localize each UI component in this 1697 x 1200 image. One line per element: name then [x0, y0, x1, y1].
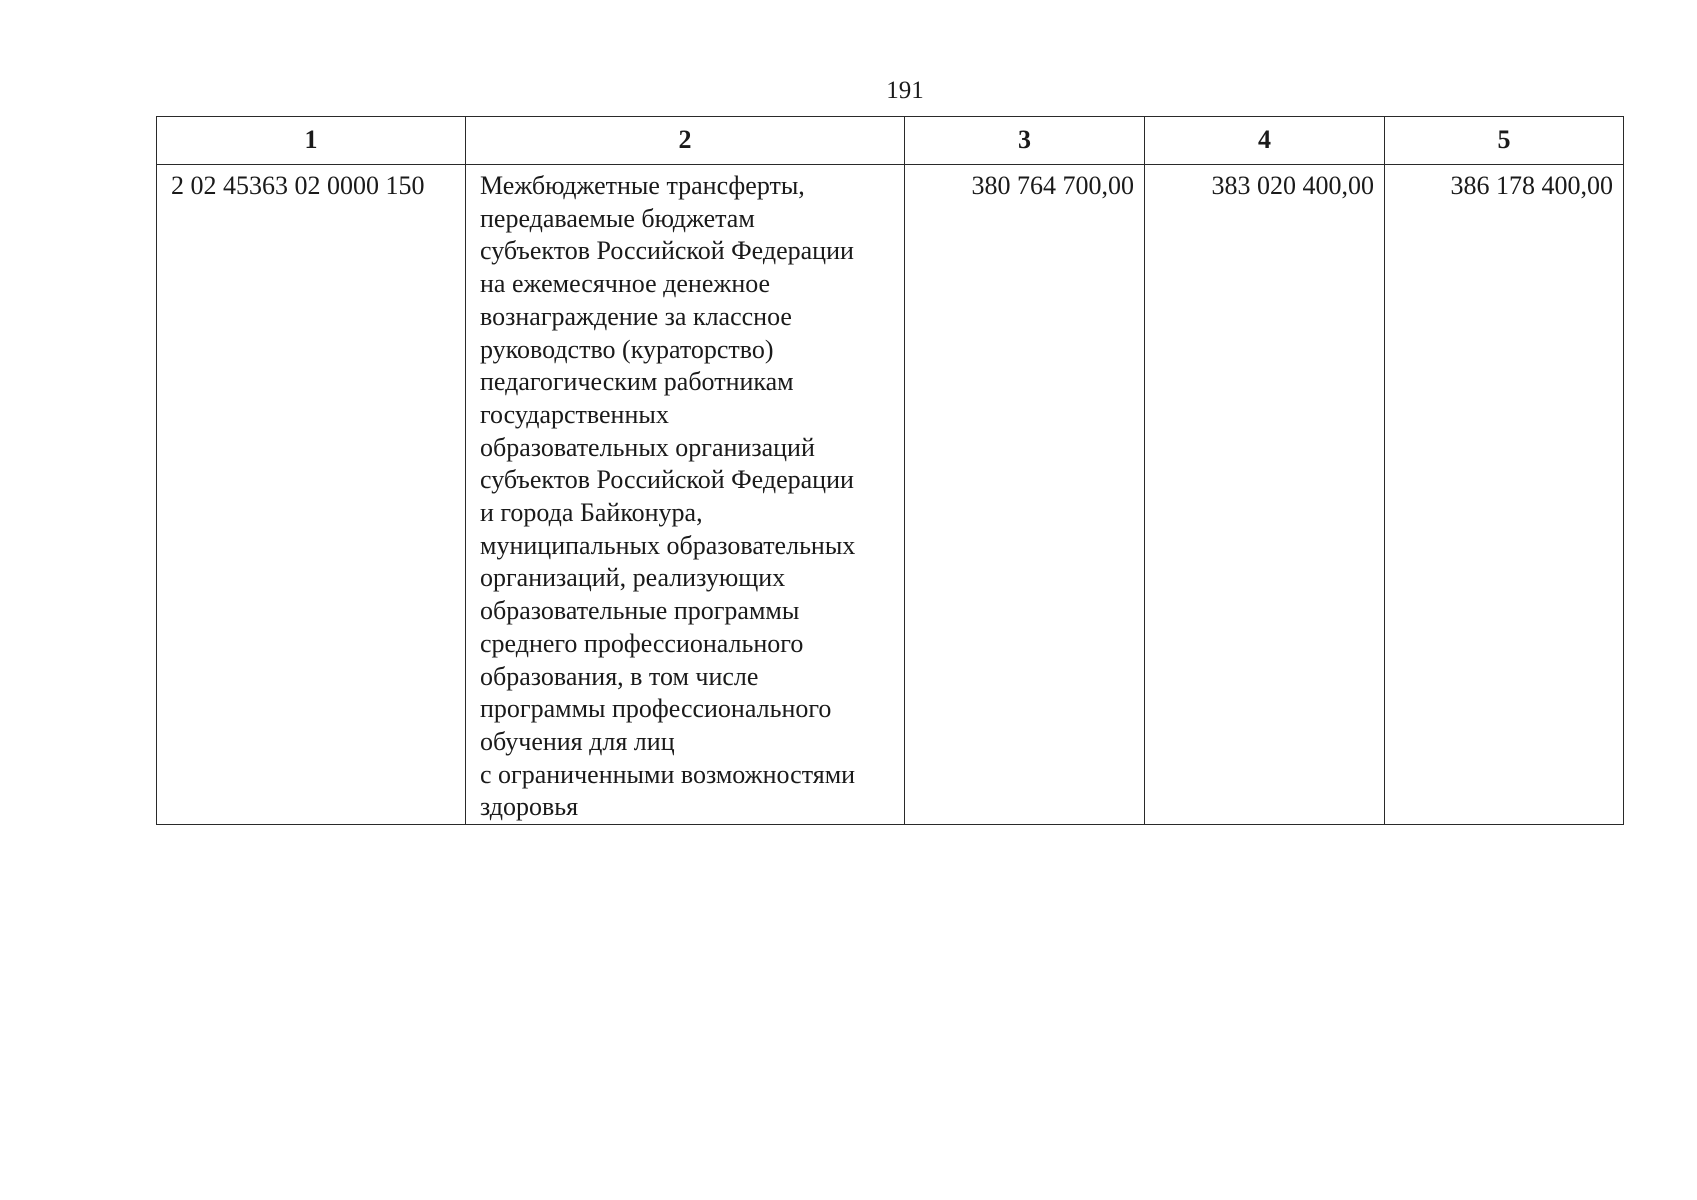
- description-line: с ограниченными возможностями: [480, 759, 856, 789]
- description-line: на ежемесячное денежное: [480, 269, 771, 299]
- description-line: педагогическим работникам: [480, 367, 794, 397]
- description-line: Межбюджетные трансферты,: [480, 171, 805, 200]
- description-line: вознаграждение за классное: [480, 301, 792, 331]
- description-line: образования, в том числе: [480, 661, 759, 691]
- column-header-1: 1: [157, 117, 466, 165]
- amount-column-4: 383 020 400,00: [1145, 165, 1385, 825]
- description-line: субъектов Российской Федерации: [480, 465, 854, 495]
- column-header-5: 5: [1385, 117, 1624, 165]
- column-header-2: 2: [466, 117, 905, 165]
- column-header-4: 4: [1145, 117, 1385, 165]
- description-line: и города Байконура,: [480, 498, 703, 528]
- description-line: субъектов Российской Федерации: [480, 236, 854, 266]
- description-line: передаваемые бюджетам: [480, 203, 755, 233]
- description-line: здоровья: [480, 792, 579, 822]
- description-line: образовательные программы: [480, 596, 800, 626]
- table-row: [157, 165, 1624, 825]
- amount-column-5: 386 178 400,00: [1385, 165, 1624, 825]
- description-line: обучения для лиц: [480, 726, 675, 756]
- description-line: программы профессионального: [480, 694, 832, 724]
- table-header-row: [157, 117, 1624, 165]
- page-number: 191: [886, 77, 924, 104]
- amount-column-3: 380 764 700,00: [905, 165, 1145, 825]
- budget-table: [156, 116, 1624, 825]
- description-line: организаций, реализующих: [480, 563, 786, 593]
- description-line: среднего профессионального: [480, 628, 804, 658]
- description-line: руководство (кураторство): [480, 334, 774, 364]
- budget-classification-code: 2 02 45363 02 0000 150: [157, 165, 466, 825]
- description-line: образовательных организаций: [480, 432, 815, 462]
- column-header-3: 3: [905, 117, 1145, 165]
- income-description: [466, 165, 905, 825]
- description-line: муниципальных образовательных: [480, 530, 856, 560]
- description-line: государственных: [480, 399, 669, 429]
